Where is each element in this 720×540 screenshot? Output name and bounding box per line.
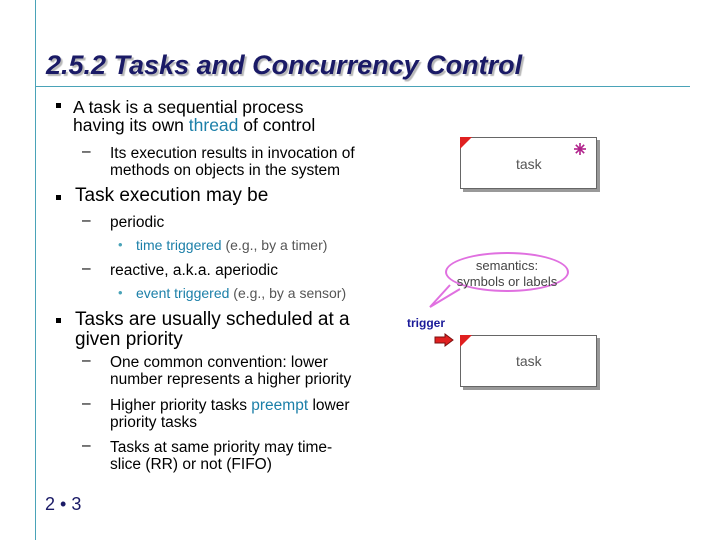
bullet-square [56,195,61,200]
sub-bullet-timeslice: Tasks at same priority may time- slice (RR) or not (FIFO) [110,439,333,473]
task-label: task [516,353,542,369]
red-corner-marker [460,335,472,347]
bullet-task-execution: Task execution may be [75,185,269,206]
left-rule [35,0,36,540]
sub-bullet-convention: One common convention: lower number represents a higher priority [110,354,352,388]
active-star-icon [574,143,586,155]
dot-marker: • [118,285,123,300]
bubble-tail [428,283,468,309]
sub-bullet-reactive: reactive, a.k.a. aperiodic [110,262,279,279]
item-time-triggered: time triggered (e.g., by a timer) [136,237,328,253]
trigger-arrow-icon [434,333,454,347]
dash-marker: – [82,143,91,160]
trigger-label: trigger [407,316,446,330]
bullet-square [56,103,61,108]
dash-marker: – [82,212,91,229]
bullet-priority: Tasks are usually scheduled at a given priority [75,309,350,350]
task-box-bottom [460,335,597,387]
dash-marker: – [82,437,91,454]
task-box-top [460,137,597,189]
task-label: task [516,156,542,172]
dash-marker: – [82,260,91,277]
bullet-square [56,318,61,323]
dash-marker: – [82,352,91,369]
bullet-task-definition: A task is a sequential process having its own thread of control [73,97,316,135]
page-number: 2 • 3 [45,494,82,514]
dash-marker: – [82,395,91,412]
item-event-triggered: event triggered (e.g., by a sensor) [136,285,347,301]
sub-bullet-execution: Its execution results in invocation of methods on objects in the system [110,145,355,179]
semantics-bubble: semantics: symbols or labels [445,252,569,292]
dot-marker: • [118,237,123,252]
red-corner-marker [460,137,472,149]
slide-title: 2.5.2 Tasks and Concurrency Control [46,50,523,80]
sub-bullet-preempt: Higher priority tasks preempt lower priority tasks [110,397,350,431]
title-underline [35,86,690,87]
sub-bullet-periodic: periodic [110,214,165,231]
